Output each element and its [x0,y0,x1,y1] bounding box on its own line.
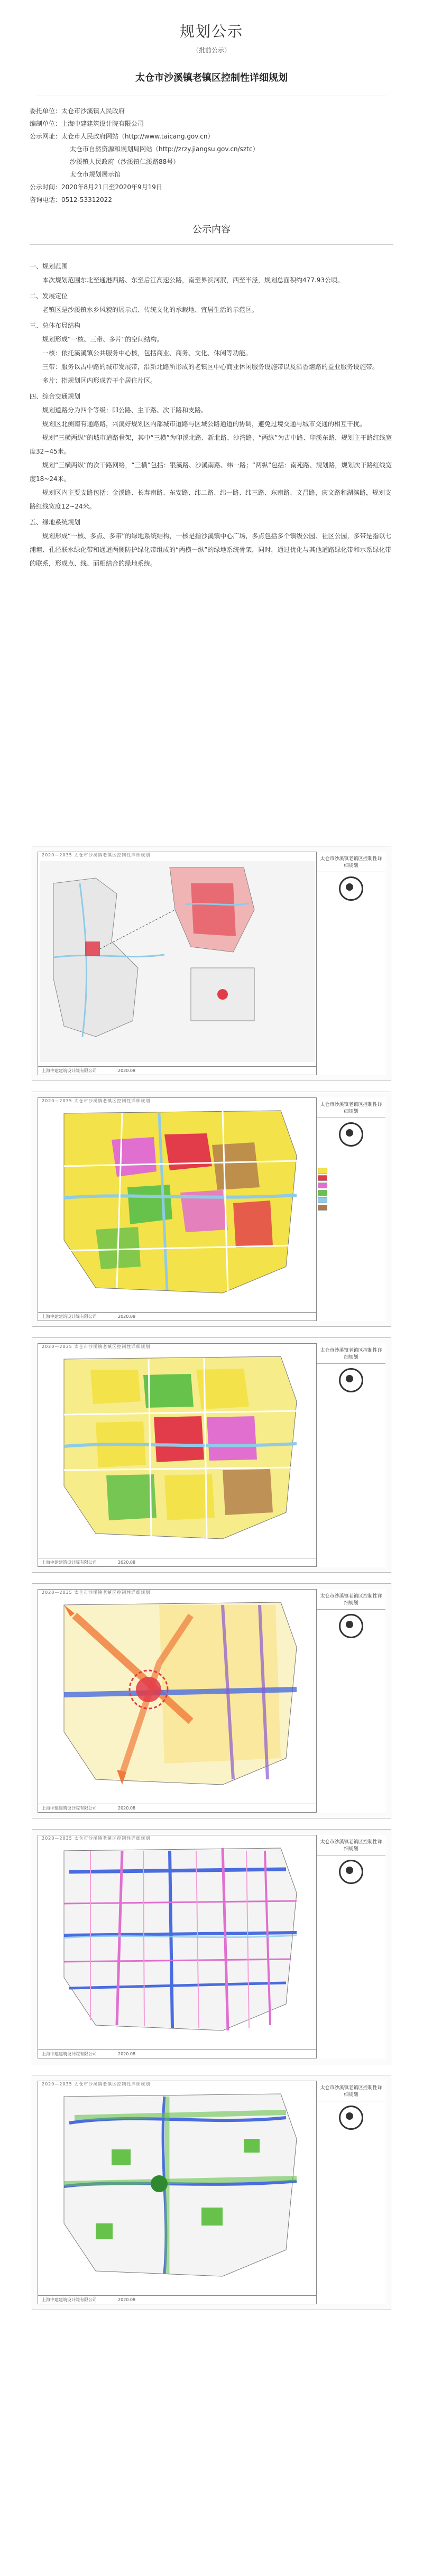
sheet-strip: 2020—2035 太仓市沙溪镇老镇区控制性详细规划 [42,2082,151,2086]
sheet-footer-date: 2020.08 [118,1068,136,1073]
section-paragraph: 规划区内主要支路包括：金溪路、长寿南路、东安路、纬二路、纬一路、纬三路、东南路、文昌路，庆文路和湖滨路，规划支路红线宽度12~24米。 [30,489,392,510]
sheet-footer-date: 2020.08 [118,1560,136,1565]
sheet-footer [38,1066,317,1075]
sheet-sidebar [316,1589,385,1813]
section-paragraph: 老镇区是沙溪镇水乡风貌的展示点、传统文化的承载地、宜居生活的示范区。 [42,306,259,313]
section-paragraph: 规划“三横两纵”的城市道路骨架，其中“三横”为印溪北路、新北路、沙湾路，“两纵”为古中路、印溪东路，规划主干路红线宽度32~45米。 [30,434,392,455]
sheet-strip: 2020—2035 太仓市沙溪镇老镇区控制性详细规划 [42,1344,151,1349]
compass-icon [339,1860,363,1884]
meta-label: 公示网址： [30,133,62,140]
spatial-structure-map-graphic [32,1584,318,1806]
compass-icon [339,1614,363,1638]
sheet-footer-date: 2020.08 [118,1314,136,1319]
sheet-side-title: 太仓市沙溪镇老镇区控制性详细规划 [317,852,385,872]
sheet-strip: 2020—2035 太仓市沙溪镇老镇区控制性详细规划 [42,1590,151,1595]
sheet-sidebar [316,1097,385,1321]
map-sheet-spatial-structure [32,1583,391,1818]
sheet-strip: 2020—2035 太仓市沙溪镇老镇区控制性详细规划 [42,1836,151,1841]
meta-row-extra: 沙溪镇人民政府（沙溪镇仁溪路88号） [70,158,180,165]
sheet-sidebar [316,1343,385,1567]
sheet-footer-org: 上海中建建筑设计院有限公司 [42,1806,97,1811]
sheet-footer-date: 2020.08 [118,2297,136,2302]
meta-row-extra: 太仓市规划展示馆 [70,171,121,178]
meta-value: 上海中建建筑设计院有限公司 [61,120,144,127]
document-title: 太仓市沙溪镇老镇区控制性详细规划 [135,72,288,84]
section-paragraph: 规划“三横两纵”的次干路网络，“三横”包括：银溪路、沙溪南路、纬一路；“两纵”包括：南苑路、规划路，规划次干路红线宽度18~24米。 [30,461,392,483]
sheet-footer [38,2295,317,2304]
sheet-footer-org: 上海中建建筑设计院有限公司 [42,2052,97,2056]
meta-row [30,105,393,117]
sheet-side-title: 太仓市沙溪镇老镇区控制性详细规划 [317,1343,385,1364]
meta-phone: 咨询电话：0512-53312022 [30,196,112,204]
section-heading: 二、发展定位 [30,292,68,300]
sheet-side-title: 太仓市沙溪镇老镇区控制性详细规划 [317,2081,385,2101]
compass-icon [339,1368,363,1392]
section-paragraph: 规划道路分为四个等级：即公路、主干路、次干路和支路。 [42,407,208,414]
meta-period: 公示时间：2020年8月21日至2020年9月19日 [30,183,162,191]
sheet-footer [38,1804,317,1813]
land-use-detail-map-graphic [32,1338,318,1560]
section-paragraph: 本次规划范围东北至通港西路、东至后江高速公路，南至界浜河泯，西至半泾，规划总面积约477.93公顷。 [42,276,344,284]
sheet-strip: 2020—2035 太仓市沙溪镇老镇区控制性详细规划 [42,1098,151,1103]
header [0,0,423,84]
page-subtitle: （批前公示） [192,47,231,54]
sheet-sidebar [316,852,385,1075]
compass-icon [339,2106,363,2130]
meta-row [30,130,393,143]
green-system-map-graphic [32,2075,318,2297]
content-title: 公示内容 [192,224,231,235]
sheet-strip: 2020—2035 太仓市沙溪镇老镇区控制性详细规划 [42,853,151,857]
section-paragraph: 三带：服务以古中路的城市发展带，沿新北路所形成的老镇区中心商业休闲服务设施带以及沿香塘路的益业服务设施带。 [42,363,379,371]
map-sheet-land-use-detail [32,1337,391,1573]
land-use-map-graphic [32,1092,318,1314]
legend [318,1166,376,1212]
map-sheet-green-system [32,2075,391,2310]
meta-label: 委托单位： [30,107,62,115]
sheet-side-title: 太仓市沙溪镇老镇区控制性详细规划 [317,1589,385,1610]
sheet-footer [38,1312,317,1321]
sheet-sidebar [316,2081,385,2304]
sheet-footer [38,1558,317,1567]
location-map-graphic [32,846,318,1068]
map-sheet-land-use [32,1092,391,1327]
meta-row-extra[interactable]: 太仓市自然资源和规划局网站（http://zrzy.jiangsu.gov.cn/sztc） [70,145,259,153]
meta-label: 编制单位： [30,120,62,127]
meta-value: 太仓市沙溪镇人民政府 [61,107,125,115]
section-paragraph: 规划区北侧南有通路路，兴溪好规划区内部城市道路与区域公路通道的协调，避免过境交通与城市交通的相互干扰。 [42,420,366,428]
compass-icon [339,876,363,901]
sheet-sidebar [316,1835,385,2058]
sheet-footer-date: 2020.08 [118,2052,136,2056]
meta-value[interactable]: 太仓市人民政府网站（http://www.taicang.gov.cn） [61,133,214,140]
sheet-footer-org: 上海中建建筑设计院有限公司 [42,1560,97,1565]
compass-icon [339,1122,363,1147]
page-title: 规划公示 [179,23,243,40]
section-paragraph: 规划形成“一核、多点、多带”的绿地系统结构，一核是指沙溪镇中心广场，多点包括多个镇级公园、社区公园，多带是指以七浦塘、孔泾联水绿化带和通道两侧防护绿化带组成的“两横一纵”的绿地系统骨架，同时，通过优化与其他道路绿化带和水系绿化带的联系，形成点、线、面相结合的绿地系统。 [30,532,392,567]
sheet-footer-org: 上海中建建筑设计院有限公司 [42,2297,97,2302]
section-paragraph: 多片：指规划区内形成若干个居住片区。 [42,377,157,384]
map-sheet-road-network [32,1829,391,2064]
section-heading: 五、绿地系统规划 [30,519,81,526]
map-sheet-location [32,846,391,1081]
section-heading: 四、综合交通规划 [30,393,81,400]
meta-block [0,96,423,206]
sheet-footer-org: 上海中建建筑设计院有限公司 [42,1314,97,1319]
sheet-side-title: 太仓市沙溪镇老镇区控制性详细规划 [317,1097,385,1118]
section-heading: 一、规划范围 [30,263,68,270]
section-heading: 三、总体布局结构 [30,322,81,329]
meta-row [30,117,393,130]
sheet-side-title: 太仓市沙溪镇老镇区控制性详细规划 [317,1835,385,1855]
sheet-footer [38,2049,317,2058]
road-network-map-graphic [32,1830,318,2052]
section-paragraph: 规划形成“一核、三带、多片”的空间结构。 [42,336,163,343]
body-text [0,245,423,570]
sheet-footer-org: 上海中建建筑设计院有限公司 [42,1068,97,1073]
sheet-footer-date: 2020.08 [118,1806,136,1811]
section-paragraph: 一核：依托溪溪镇公共服务中心核，包括商业、商务、文化、休闲等功能。 [42,349,252,357]
